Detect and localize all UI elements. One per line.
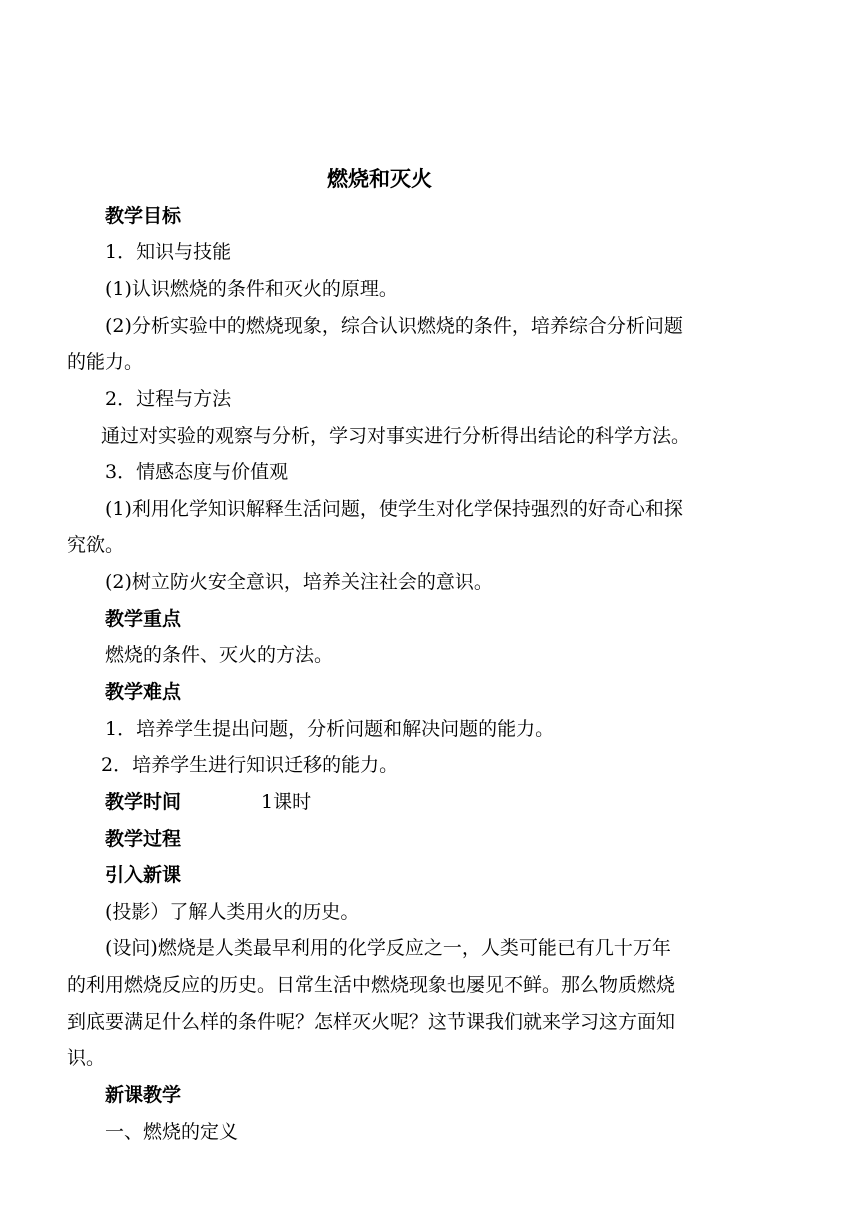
goal-1-heading: 1．知识与技能 — [105, 241, 232, 263]
goal-1-item-2-line-1: (2)分析实验中的燃烧现象，综合认识燃烧的条件，培养综合分析问题 — [105, 315, 683, 337]
heading-teaching-process: 教学过程 — [105, 828, 182, 850]
heading-new-lesson: 新课教学 — [105, 1084, 182, 1106]
goal-1-item-2-line-2: 的能力。 — [67, 351, 144, 373]
difficulty-1: 1．培养学生提出问题，分析问题和解决问题的能力。 — [105, 718, 555, 740]
goal-3-item-1-line-1: (1)利用化学知识解释生活问题，使学生对化学保持强烈的好奇心和探 — [105, 498, 683, 520]
intro-question-line-1: (设问)燃烧是人类最早利用的化学反应之一，人类可能已有几十万年 — [105, 937, 671, 959]
goal-1-item-1: (1)认识燃烧的条件和灭火的原理。 — [105, 278, 398, 300]
goal-2-heading: 2．过程与方法 — [105, 388, 232, 410]
intro-question-line-3: 到底要满足什么样的条件呢？怎样灭火呢？这节课我们就来学习这方面知 — [67, 1011, 676, 1033]
heading-difficulties: 教学难点 — [105, 681, 182, 703]
intro-question-line-2: 的利用燃烧反应的历史。日常生活中燃烧现象也屡见不鲜。那么物质燃烧 — [67, 974, 676, 996]
teaching-time-value: 1课时 — [261, 791, 312, 813]
heading-key-points: 教学重点 — [105, 608, 182, 630]
teaching-time-row — [0, 790, 860, 814]
intro-question-line-4: 识。 — [67, 1047, 106, 1069]
goal-3-heading: 3．情感态度与价值观 — [105, 461, 289, 483]
heading-teaching-goals: 教学目标 — [105, 205, 182, 227]
goal-2-text: 通过对实验的观察与分析，学习对事实进行分析得出结论的科学方法。 — [101, 425, 691, 447]
key-points-text: 燃烧的条件、灭火的方法。 — [105, 644, 334, 666]
page-title: 燃烧和灭火 — [327, 167, 432, 191]
heading-introduction: 引入新课 — [105, 864, 182, 886]
heading-teaching-time: 教学时间 — [105, 791, 182, 813]
goal-3-item-2: (2)树立防火安全意识，培养关注社会的意识。 — [105, 571, 493, 593]
difficulty-2: 2．培养学生进行知识迁移的能力。 — [101, 754, 399, 776]
section-1-heading: 一、燃烧的定义 — [105, 1121, 239, 1143]
intro-projection: (投影）了解人类用火的历史。 — [105, 901, 360, 923]
goal-3-item-1-line-2: 究欲。 — [67, 534, 125, 556]
